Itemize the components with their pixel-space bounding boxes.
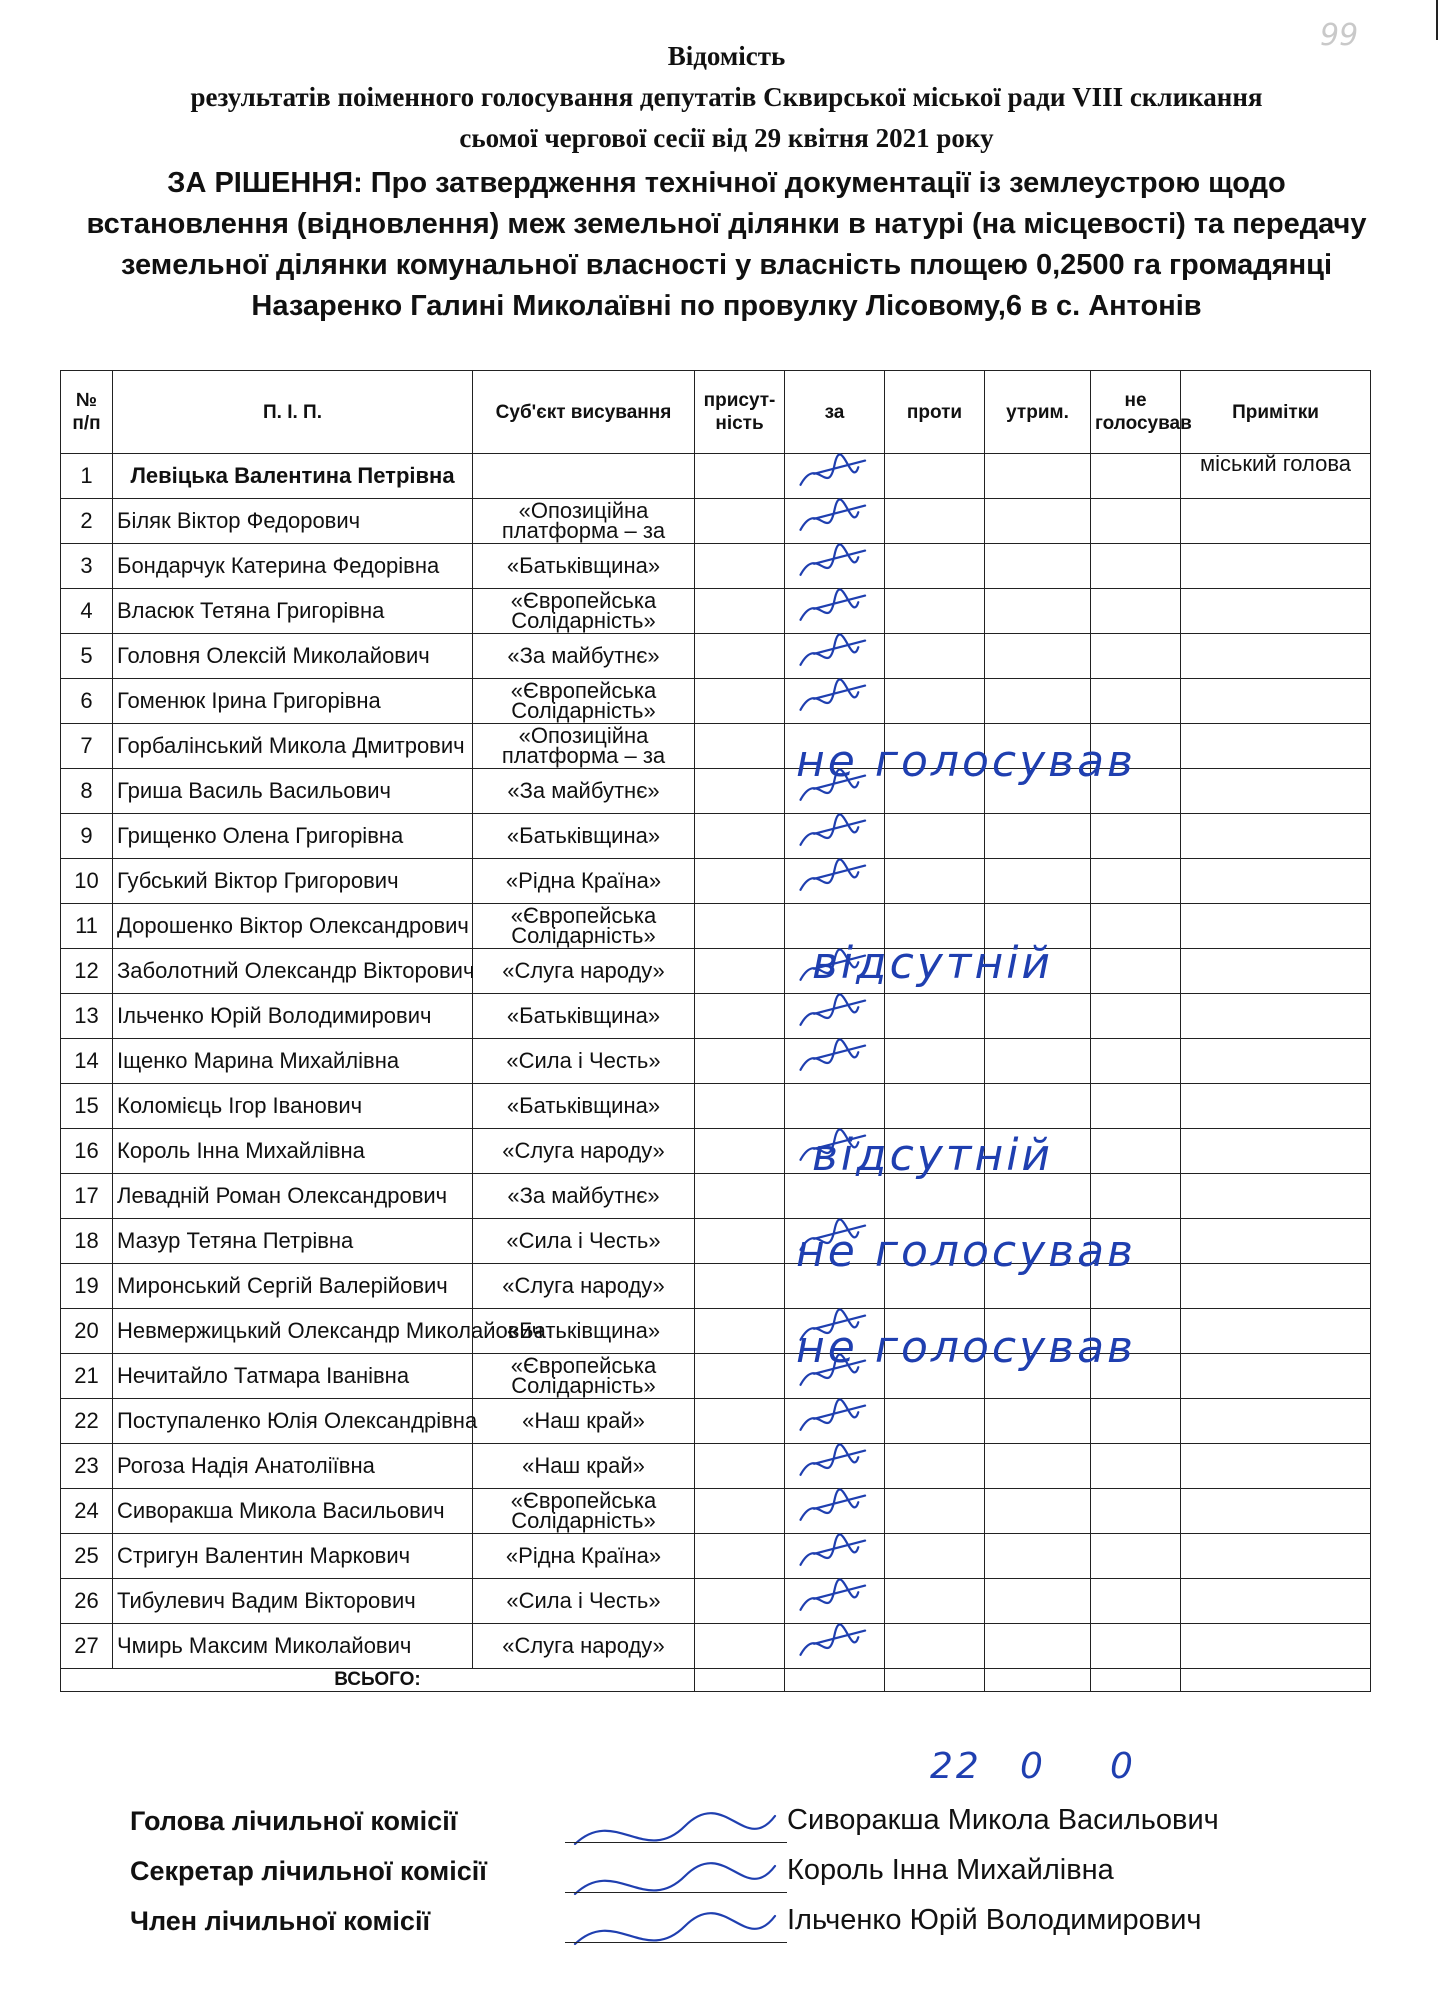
- commission-signatures: [130, 1806, 1280, 1966]
- signature-role: Член лічильної комісії: [130, 1906, 431, 1936]
- nominating-party: «Слуга народу»: [473, 1264, 695, 1309]
- deputy-name: Дорошенко Віктор Олександрович: [113, 904, 473, 949]
- row-number: 9: [61, 814, 113, 859]
- signature-scribble: [801, 1309, 866, 1339]
- row-number: 2: [61, 499, 113, 544]
- handwritten-note-row17: не голосував: [796, 1226, 1136, 1277]
- row-number: 1: [61, 454, 113, 499]
- signature-row-member: [130, 1906, 1280, 1946]
- signature-name: Сиворакша Микола Васильович: [787, 1804, 1219, 1836]
- nominating-party: «Слуга народу»: [473, 1129, 695, 1174]
- row-number: 7: [61, 724, 113, 769]
- deputy-name: Тибулевич Вадим Вікторович: [113, 1579, 473, 1624]
- handwritten-note-row7: не голосував: [796, 736, 1136, 787]
- signature-name: Ільченко Юрій Володимирович: [787, 1904, 1202, 1936]
- handwritten-note-row19: не голосував: [796, 1322, 1136, 1373]
- signature-scribble: [801, 1579, 866, 1609]
- nominating-party: «За майбутнє»: [473, 1174, 695, 1219]
- row-number: 26: [61, 1579, 113, 1624]
- nominating-party: «Слуга народу»: [473, 1624, 695, 1669]
- nominating-party: «Батьківщина»: [473, 994, 695, 1039]
- nominating-party: «Європейська Солідарність»: [473, 1354, 695, 1399]
- signature-line: [565, 1942, 787, 1943]
- deputy-name: Мазур Тетяна Петрівна: [113, 1219, 473, 1264]
- deputy-name: Рогоза Надія Анатоліївна: [113, 1444, 473, 1489]
- header-num: № п/п: [61, 371, 113, 454]
- deputy-name: Бондарчук Катерина Федорівна: [113, 544, 473, 589]
- signature-scribble: [801, 769, 866, 799]
- deputy-name: Невмержицький Олександр Миколайович: [113, 1309, 473, 1354]
- nominating-party: «Сила і Честь»: [473, 1219, 695, 1264]
- deputy-name: Левадній Роман Олександрович: [113, 1174, 473, 1219]
- row-number: 22: [61, 1399, 113, 1444]
- signature-scribble: [801, 1444, 866, 1474]
- row-number: 13: [61, 994, 113, 1039]
- deputy-name: Стригун Валентин Маркович: [113, 1534, 473, 1579]
- nominating-party: «Опозиційна платформа – за: [473, 499, 695, 544]
- signature-scribble: [801, 1219, 866, 1249]
- row-number: 12: [61, 949, 113, 994]
- signature-scribble: [801, 1129, 866, 1159]
- row-number: 16: [61, 1129, 113, 1174]
- signature-scribble: [801, 454, 866, 484]
- nominating-party: «Європейська Солідарність»: [473, 1489, 695, 1534]
- document-title: Відомість: [667, 41, 786, 71]
- nominating-party: «Європейська Солідарність»: [473, 679, 695, 724]
- deputy-name: Гоменюк Ірина Григорівна: [113, 679, 473, 724]
- deputy-name: Заболотний Олександр Вікторович: [113, 949, 473, 994]
- row-number: 20: [61, 1309, 113, 1354]
- deputy-name: Коломієць Ігор Іванович: [113, 1084, 473, 1129]
- row-number: 24: [61, 1489, 113, 1534]
- signature-name: Король Інна Михайлівна: [787, 1854, 1114, 1886]
- nominating-party: «Батьківщина»: [473, 1084, 695, 1129]
- deputy-name: Чмирь Максим Миколайович: [113, 1624, 473, 1669]
- nominating-party: «Батьківщина»: [473, 814, 695, 859]
- signature-scribble: [801, 1039, 866, 1069]
- nominating-party: «Опозиційна платформа – за: [473, 724, 695, 769]
- nominating-party: «Наш край»: [473, 1444, 695, 1489]
- deputy-name: Левіцька Валентина Петрівна: [113, 454, 473, 499]
- row-number: 10: [61, 859, 113, 904]
- signature-scribble: [801, 1399, 866, 1429]
- deputy-name: Губський Віктор Григорович: [113, 859, 473, 904]
- deputy-name: Ільченко Юрій Володимирович: [113, 994, 473, 1039]
- signature-scribble: [801, 994, 866, 1024]
- header-for: за: [785, 371, 885, 454]
- deputy-name: Горбалінський Микола Дмитрович: [113, 724, 473, 769]
- nominating-party: «Європейська Солідарність»: [473, 904, 695, 949]
- row-number: 21: [61, 1354, 113, 1399]
- header-note: Примітки: [1181, 371, 1371, 454]
- handwritten-total-for: 22: [930, 1746, 982, 1787]
- handwritten-note-row11: відсутній: [812, 938, 1054, 989]
- row-number: 19: [61, 1264, 113, 1309]
- row-number: 4: [61, 589, 113, 634]
- signature-line: [565, 1842, 787, 1843]
- signature-scribble: [801, 589, 866, 619]
- row-number: 18: [61, 1219, 113, 1264]
- deputy-name: Головня Олексій Миколайович: [113, 634, 473, 679]
- signature-row-chair: [130, 1806, 1280, 1846]
- nominating-party: «За майбутнє»: [473, 634, 695, 679]
- row-number: 15: [61, 1084, 113, 1129]
- nominating-party: «За майбутнє»: [473, 769, 695, 814]
- decision-line-3: земельної ділянки комунальної власності у власність площею 0,2500 га громадянці: [120, 249, 1333, 281]
- row-number: 27: [61, 1624, 113, 1669]
- deputy-name: Біляк Віктор Федорович: [113, 499, 473, 544]
- nominating-party: «Європейська Солідарність»: [473, 589, 695, 634]
- nominating-party: «Рідна Країна»: [473, 859, 695, 904]
- row-number: 25: [61, 1534, 113, 1579]
- signature-scribble: [801, 544, 866, 574]
- signature-scribble: [801, 1624, 866, 1654]
- row-number: 11: [61, 904, 113, 949]
- nominating-party: «Батьківщина»: [473, 544, 695, 589]
- signature-role: Голова лічильної комісії: [130, 1806, 458, 1836]
- row-number: 17: [61, 1174, 113, 1219]
- signature-scribble: [801, 679, 866, 709]
- handwritten-total-abstain: 0: [1110, 1746, 1136, 1787]
- handwritten-total-against: 0: [1020, 1746, 1046, 1787]
- signature-scribble: [801, 1489, 866, 1519]
- deputy-name: Власюк Тетяна Григорівна: [113, 589, 473, 634]
- deputy-name: Гриша Василь Васильович: [113, 769, 473, 814]
- heading-line-2: результатів поіменного голосування депутатів Сквирської міської ради VIII скликання: [190, 82, 1263, 112]
- note-cell: міський голова: [1181, 454, 1371, 499]
- header-against: проти: [885, 371, 985, 454]
- nominating-party: «Сила і Честь»: [473, 1579, 695, 1624]
- deputy-name: Грищенко Олена Григорівна: [113, 814, 473, 859]
- page-number: 99: [1320, 18, 1359, 53]
- nominating-party: «Батьківщина»: [473, 1309, 695, 1354]
- nominating-party: «Наш край»: [473, 1399, 695, 1444]
- header-abstain: утрим.: [985, 371, 1091, 454]
- header-present: присут-ність: [695, 371, 785, 454]
- signature-scribble: [801, 814, 866, 844]
- deputy-name: Миронський Сергій Валерійович: [113, 1264, 473, 1309]
- signature-scribble: [801, 634, 866, 664]
- nominating-party: «Сила і Честь»: [473, 1039, 695, 1084]
- header-name: П. І. П.: [113, 371, 473, 454]
- heading-line-3: сьомої чергової сесії від 29 квітня 2021 року: [459, 123, 994, 153]
- deputy-name: Поступаленко Юлія Олександрівна: [113, 1399, 473, 1444]
- handwritten-note-row15: відсутній: [812, 1130, 1054, 1181]
- row-number: 5: [61, 634, 113, 679]
- nominating-party: «Слуга народу»: [473, 949, 695, 994]
- signature-role: Секретар лічильної комісії: [130, 1856, 487, 1886]
- header-not-voted: не голосував: [1091, 371, 1181, 454]
- signature-scribble: [801, 1534, 866, 1564]
- decision-line-1: ЗА РІШЕННЯ: Про затвердження технічної документації із землеустрою щодо: [167, 167, 1286, 199]
- signature-scribble: [801, 949, 866, 979]
- decision-line-4: Назаренко Галині Миколаївні по провулку Лісовому,6 в с. Антонів: [251, 290, 1202, 322]
- deputy-name: Іщенко Марина Михайлівна: [113, 1039, 473, 1084]
- row-number: 3: [61, 544, 113, 589]
- deputy-name: Сиворакша Микола Васильович: [113, 1489, 473, 1534]
- row-number: 8: [61, 769, 113, 814]
- nominating-party: «Рідна Країна»: [473, 1534, 695, 1579]
- decision-line-2: встановлення (відновлення) меж земельної ділянки в натурі (на місцевості) та передачу: [86, 208, 1367, 240]
- total-label: ВСЬОГО:: [61, 1669, 695, 1692]
- row-number: 6: [61, 679, 113, 724]
- deputy-name: Нечитайло Татмара Іванівна: [113, 1354, 473, 1399]
- signature-scribble: [801, 859, 866, 889]
- signature-scribble: [801, 1354, 866, 1384]
- signature-scribble: [801, 499, 866, 529]
- row-number: 14: [61, 1039, 113, 1084]
- header-party: Суб'єкт висування: [473, 371, 695, 454]
- row-number: 23: [61, 1444, 113, 1489]
- signature-line: [565, 1892, 787, 1893]
- deputy-name: Король Інна Михайлівна: [113, 1129, 473, 1174]
- signature-row-secretary: [130, 1856, 1280, 1896]
